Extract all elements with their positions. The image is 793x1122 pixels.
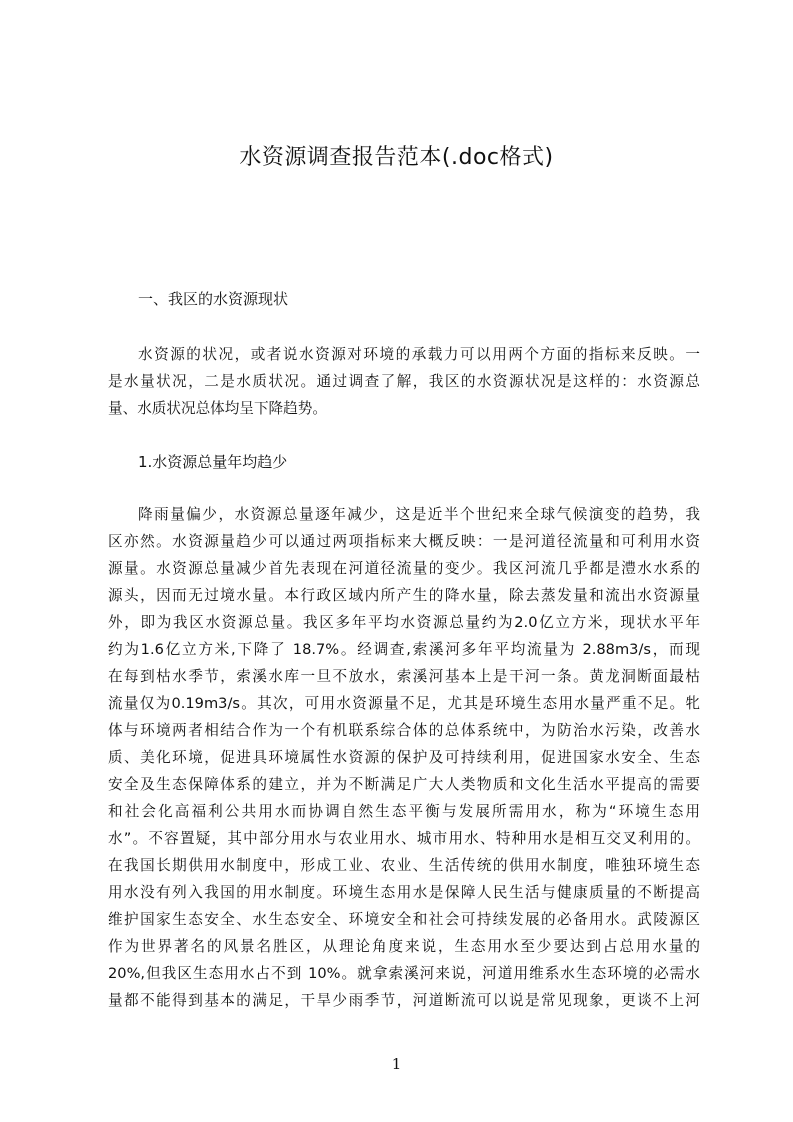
paragraph-line: 水”。不容置疑，其中部分用水与农业用水、城市用水、特种用水是相互交叉利用的。: [108, 830, 700, 847]
paragraph-line: 在每到枯水季节，索溪水库一旦不放水，索溪河基本上是干河一条。黄龙洞断面最枯: [108, 668, 700, 685]
page-number: 1: [391, 1055, 402, 1073]
paragraph-line: 维护国家生态安全、水生态安全、环境安全和社会可持续发展的必备用水。武陵源区: [108, 911, 700, 928]
paragraph-line: 量都不能得到基本的满足，干旱少雨季节，河道断流可以说是常见现象，更谈不上河: [108, 992, 700, 1009]
paragraph-line: 质、美化环境，促进具环境属性水资源的保护及可持续利用，促进国家水安全、生态: [108, 749, 700, 766]
paragraph-line: 源量。水资源总量减少首先表现在河道径流量的变少。我区河流几乎都是澧水水系的: [108, 560, 700, 577]
paragraph-line: 20%,但我区生态用水占不到 10%。就拿索溪河来说，河道用维系水生态环境的必需水: [108, 965, 700, 982]
paragraph-line: 区亦然。水资源量趋少可以通过两项指标来大概反映：一是河道径流量和可利用水资: [108, 533, 700, 550]
paragraph-line: 安全及生态保障体系的建立，并为不断满足广大人类物质和文化生活水平提高的需要: [108, 776, 700, 793]
document-title: 水资源调查报告范本(.doc格式): [239, 145, 554, 170]
paragraph-line: 约为1.6亿立方米,下降了 18.7%。经调查,索溪河多年平均流量为 2.88m3/s，而现: [108, 641, 700, 658]
section-heading: 一、我区的水资源现状: [138, 290, 289, 308]
paragraph-line: 用水没有列入我国的用水制度。环境生态用水是保障人民生活与健康质量的不断提高: [108, 884, 700, 901]
paragraph-line: 体与环境两者相结合作为一个有机联系综合体的总体系统中，为防治水污染，改善水: [108, 722, 700, 739]
paragraph-line: 源头，因而无过境水量。本行政区域内所产生的降水量，除去蒸发量和流出水资源量: [108, 587, 700, 604]
paragraph-line: 在我国长期供用水制度中，形成工业、农业、生活传统的供用水制度，唯独环境生态: [108, 857, 700, 874]
paragraph-line: 量、水质状况总体均呈下降趋势。: [108, 400, 327, 417]
paragraph-line: 外，即为我区水资源总量。我区多年平均水资源总量约为2.0亿立方米，现状水平年: [108, 614, 700, 631]
paragraph-line: 是水量状况，二是水质状况。通过调查了解，我区的水资源状况是这样的：水资源总: [108, 373, 700, 390]
paragraph-water-resources-status: [108, 341, 700, 422]
subsection-heading: 1.水资源总量年均趋少: [138, 453, 288, 471]
paragraph-line: 降雨量偏少，水资源总量逐年减少，这是近半个世纪来全球气候演变的趋势，我: [138, 506, 700, 523]
paragraph-line: 流量仅为0.19m3/s。其次，可用水资源量不足，尤其是环境生态用水量严重不足。牝: [108, 695, 700, 712]
paragraph-total-water-decline: [108, 501, 700, 1014]
paragraph-line: 水资源的状况，或者说水资源对环境的承载力可以用两个方面的指标来反映。一: [138, 346, 700, 363]
paragraph-line: 和社会化高福利公共用水而协调自然生态平衡与发展所需用水，称为“环境生态用: [108, 803, 700, 820]
paragraph-line: 作为世界著名的风景名胜区，从理论角度来说，生态用水至少要达到占总用水量的: [108, 938, 700, 955]
